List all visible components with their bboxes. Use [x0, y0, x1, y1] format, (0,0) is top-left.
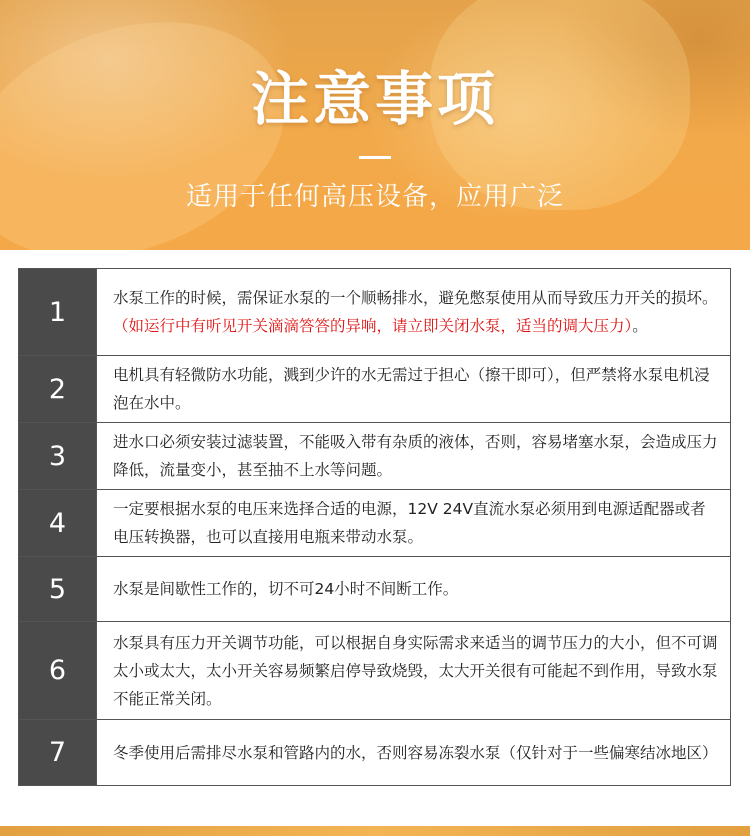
note-text: 冬季使用后需排尽水泵和管路内的水，否则容易冻裂水泵（仅针对于一些偏寒结冰地区）: [97, 720, 731, 786]
note-row: [19, 720, 731, 786]
note-text-main: 水泵工作的时候，需保证水泵的一个顺畅排水，避免憋泵使用从而导致压力开关的损坏。: [113, 289, 718, 307]
note-number: 5: [19, 557, 97, 622]
note-text: 一定要根据水泵的电压来选择合适的电源，12V 24V直流水泵必须用到电源适配器或者电压转换器，也可以直接用电瓶来带动水泵。: [97, 490, 731, 557]
note-text: 水泵具有压力开关调节功能，可以根据自身实际需求来适当的调节压力的大小，但不可调太小或太大，太小开关容易频繁启停导致烧毁，太大开关很有可能起不到作用，导致水泵不能正常关闭。: [97, 622, 731, 720]
bottom-decor-strip: [0, 826, 750, 836]
note-row: [19, 423, 731, 490]
note-row: [19, 356, 731, 423]
note-text: 水泵是间歇性工作的，切不可24小时不间断工作。: [97, 557, 731, 622]
note-row: [19, 557, 731, 622]
page-subtitle: 适用于任何高压设备，应用广泛: [185, 182, 564, 212]
page-title: 注意事项: [250, 65, 499, 133]
note-text: 电机具有轻微防水功能，溅到少许的水无需过于担心（擦干即可），但严禁将水泵电机浸泡在水中。: [97, 356, 731, 423]
note-number: 4: [19, 490, 97, 557]
note-text-end: 。: [632, 317, 648, 335]
note-text: 进水口必须安装过滤装置，不能吸入带有杂质的液体，否则，容易堵塞水泵，会造成压力降低，流量变小，甚至抽不上水等问题。: [97, 423, 731, 490]
note-warning-text: （如运行中有听见开关滴滴答答的异响，请立即关闭水泵，适当的调大压力）: [113, 317, 633, 335]
notes-table: [18, 268, 731, 786]
note-text: [97, 269, 731, 356]
note-number: 2: [19, 356, 97, 423]
header-banner: [0, 0, 750, 250]
title-divider: [359, 156, 391, 159]
note-number: 7: [19, 720, 97, 786]
note-row: [19, 622, 731, 720]
note-number: 6: [19, 622, 97, 720]
note-row: [19, 269, 731, 356]
note-number: 1: [19, 269, 97, 356]
note-row: [19, 490, 731, 557]
note-number: 3: [19, 423, 97, 490]
